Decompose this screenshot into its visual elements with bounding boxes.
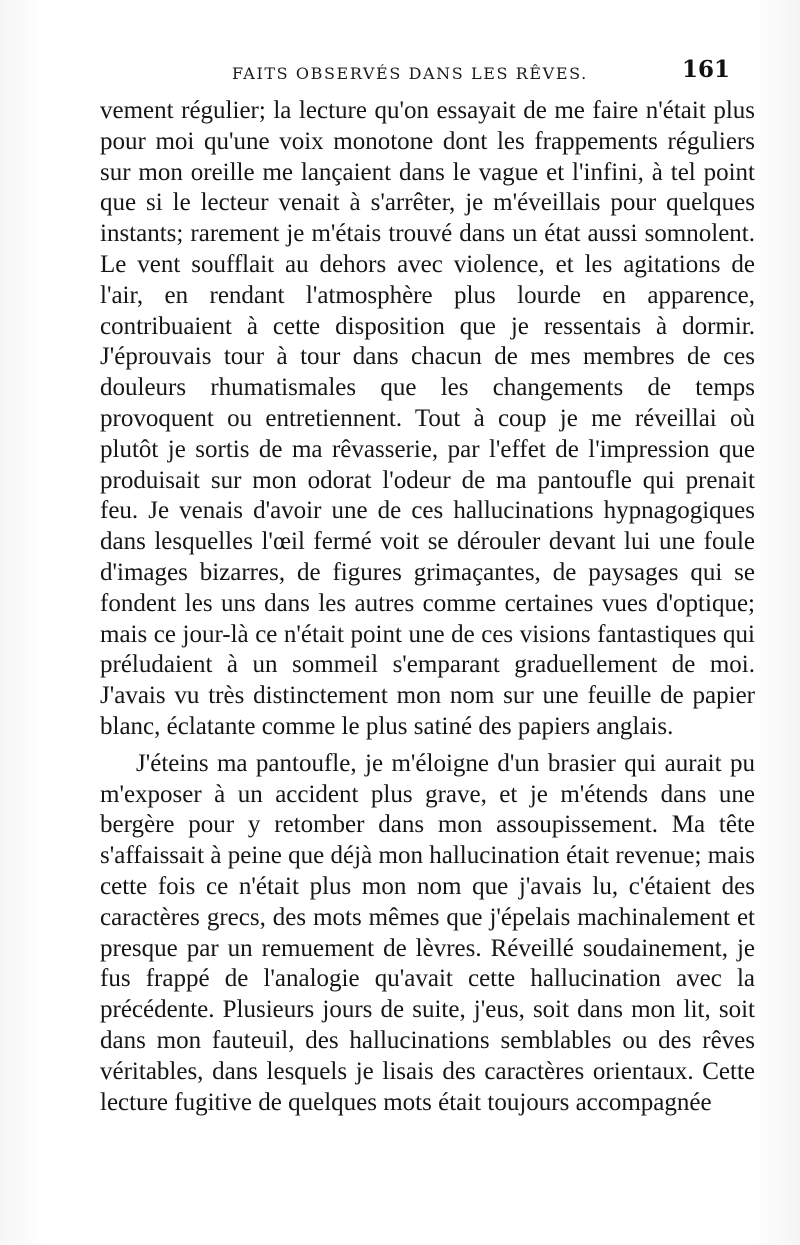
body-text [100,96,755,1118]
page-header [100,54,730,94]
page-number: 161 [681,56,730,83]
running-title: FAITS OBSERVÉS DANS LES RÊVES. [232,64,588,83]
paragraph-2: J'éteins ma pantoufle, je m'éloigne d'un brasier qui aurait pu m'exposer à un accident plus grave, et je m'étends dans une bergère pour y retomber dans mon assoupissement. Ma tête s'affaissait à peine que déjà mon hallucination était revenue; mais cette fois ce n'était plus mon nom que j'avais lu, c'étaient des caractères grecs, des mots mêmes que j'épelais machinalement et presque par un remuement de lèvres. Réveillé soudainement, je fus frappé de l'analogie qu'avait cette hallucination avec la précédente. Plusieurs jours de suite, j'eus, soit dans mon lit, soit dans mon fauteuil, des hallucinations semblables ou des rêves véritables, dans lesquels je lisais des caractères orientaux. Cette lecture fugitive de quelques mots était toujours accompagnée [100,749,755,1116]
paragraph-1: vement régulier; la lecture qu'on essayait de me faire n'était plus pour moi qu'une voix monotone dont les frappements réguliers sur mon oreille me lançaient dans le vague et l'infini, à tel point que si le lecteur venait à s'arrêter, je m'éveillais pour quelques instants; rarement je m'étais trouvé dans un état aussi somnolent. Le vent soufflait au dehors avec violence, et les agitations de l'air, en rendant l'atmosphère plus lourde en apparence, contribuaient à cette disposition que je ressentais à dormir. J'éprouvais tour à tour dans chacun de mes membres de ces douleurs rhumatismales que les changements de temps provoquent ou entretiennent. Tout à coup je me réveillai où plutôt je sortis de ma rêvasserie, par l'effet de l'impression que produisait sur mon odorat l'odeur de ma pantoufle qui prenait feu. Je venais d'avoir une de ces hallucinations hypnagogiques dans lesquelles l'œil fermé voit se dérouler devant lui une foule d'images bizarres, de figures grimaçantes, de paysages qui se fondent les uns dans les autres comme certaines vues d'optique; mais ce jour-là ce n'était point une de ces visions fantastiques qui préludaient à un sommeil s'emparant graduellement de moi. J'avais vu très distinctement mon nom sur une feuille de papier blanc, éclatante comme le plus satiné des papiers anglais. [100,97,755,740]
